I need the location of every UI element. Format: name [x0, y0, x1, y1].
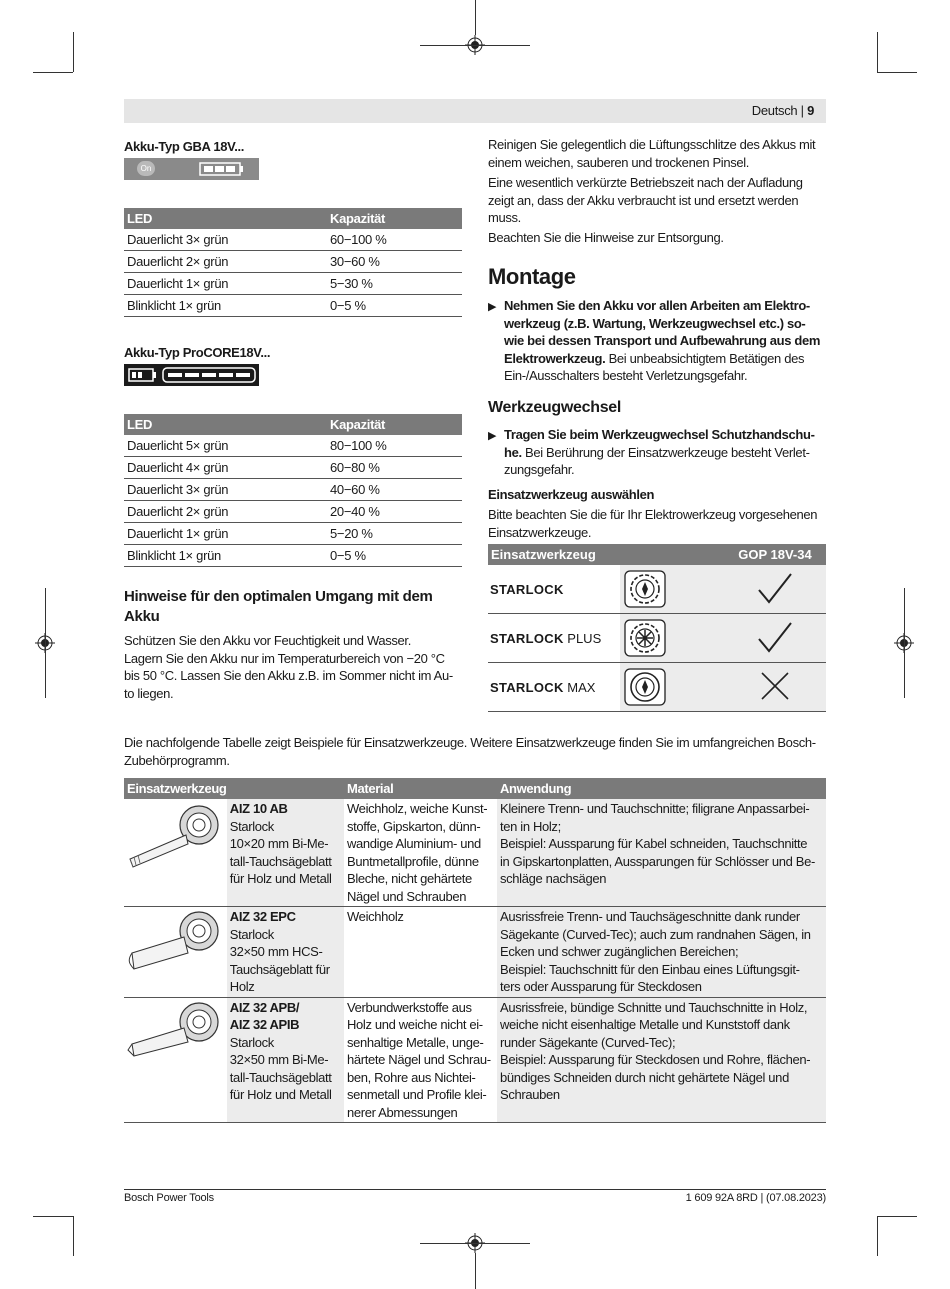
table-row	[124, 523, 462, 545]
starlock-plus-interface-icon	[624, 619, 666, 657]
col-header-tool: Einsatzwerkzeug	[488, 544, 724, 565]
footer-rule	[124, 1189, 826, 1190]
led-state: Dauerlicht 3× grün	[124, 479, 327, 501]
col-header-device: GOP 18V-34	[724, 544, 826, 565]
capacity-value: 30−60 %	[327, 251, 462, 273]
cross-icon	[757, 668, 793, 704]
tool-description: AIZ 32 APB/ AIZ 32 APIB Starlock 32×50 mm Bi-Me- tall-Tauchsägeblatt für Holz und Metall	[227, 997, 344, 1123]
table-row	[124, 997, 826, 1123]
table-row	[124, 501, 462, 523]
led-state: Dauerlicht 1× grün	[124, 273, 327, 295]
led-table-procore	[124, 414, 462, 567]
hinweise-text: Schützen Sie den Akku vor Feuchtigkeit und Wasser. Lagern Sie den Akku nur im Temperaturbereich von −20 °C bis 50 °C. Lassen Sie den Akku z.B. im Sommer nicht im Au- to liegen.	[124, 633, 453, 701]
material-cell: Verbundwerkstoffe aus Holz und weiche nicht ei- senhaltige Metalle, unge- härtete Nägel und Schrau- ben, Rohre aus Nichtei- senmetall und Profile klei- nerer Abmessungen	[344, 997, 497, 1123]
table-row	[124, 295, 462, 317]
col-header-capacity: Kapazität	[327, 414, 462, 435]
starlock-max-interface-icon	[624, 668, 666, 706]
starlock-max-logo: STARLOCK MAX	[488, 663, 620, 712]
hinweise-heading: Hinweise für den optimalen Umgang mit dem Akku	[124, 588, 433, 625]
capacity-value: 60−80 %	[327, 457, 462, 479]
led-state: Blinklicht 1× grün	[124, 295, 327, 317]
tool-description: AIZ 10 AB Starlock 10×20 mm Bi-Me- tall-Tauchsägeblatt für Holz und Metall	[227, 799, 344, 907]
crop-mark	[475, 0, 476, 35]
capacity-value: 20−40 %	[327, 501, 462, 523]
table-row	[124, 435, 462, 457]
led-state: Dauerlicht 2× grün	[124, 501, 327, 523]
col-header-material: Material	[344, 778, 497, 799]
montage-warning: Nehmen Sie den Akku vor allen Arbeiten am Elektro- werkzeug (z.B. Wartung, Werkzeugwechsel etc.) so- wie bei dessen Transport und Aufbewahrung aus dem Elektrowerkzeug. Bei unbeabsichtigtem Betätigen des Ein-/Ausschalters besteht Verletzungsgefahr.	[504, 298, 821, 383]
crop-mark	[420, 45, 530, 46]
gba-title: Akku-Typ GBA 18V...	[124, 139, 245, 154]
crop-mark	[420, 1243, 530, 1244]
battery-icon	[128, 368, 158, 382]
interface-cell	[620, 614, 724, 663]
accessory-examples-table	[124, 778, 826, 1123]
col-header-led: LED	[124, 414, 327, 435]
table-row	[124, 251, 462, 273]
table-row	[124, 479, 462, 501]
saw-blade-icon	[124, 907, 224, 977]
table-row	[124, 229, 462, 251]
crop-mark	[45, 588, 46, 698]
capacity-value: 80−100 %	[327, 435, 462, 457]
crop-mark	[877, 32, 878, 72]
examples-intro: Die nachfolgende Tabelle zeigt Beispiele für Einsatzwerkzeuge. Weitere Einsatzwerkzeuge finden Sie im umfangreichen Bosch- Zubehörprogramm.	[124, 735, 816, 768]
capacity-value: 40−60 %	[327, 479, 462, 501]
table-row	[124, 799, 826, 907]
table-row	[488, 614, 826, 663]
led-state: Dauerlicht 2× grün	[124, 251, 327, 273]
starlock-logo: STARLOCK	[488, 565, 620, 614]
capacity-value: 0−5 %	[327, 295, 462, 317]
capacity-value: 60−100 %	[327, 229, 462, 251]
capacity-value: 5−20 %	[327, 523, 462, 545]
crop-mark	[33, 72, 73, 73]
page-header	[124, 99, 826, 123]
col-header-led: LED	[124, 208, 327, 229]
table-row	[488, 663, 826, 712]
col-header-application: Anwendung	[497, 778, 826, 799]
einsatz-heading: Einsatzwerkzeug auswählen	[488, 487, 655, 502]
col-header-capacity: Kapazität	[327, 208, 462, 229]
saw-blade-icon	[124, 799, 224, 875]
tool-image-cell	[124, 799, 227, 907]
page-number: 9	[807, 103, 814, 118]
battery-level-icon	[199, 162, 245, 176]
saw-blade-icon	[124, 998, 224, 1068]
bullet-arrow-icon: ▶	[488, 430, 497, 442]
crop-mark	[877, 1216, 878, 1256]
runtime-paragraph: Eine wesentlich verkürzte Betriebszeit nach der Aufladung zeigt an, dass der Akku verbraucht ist und ersetzt werden muss.	[488, 175, 803, 225]
starlock-plus-logo: STARLOCK PLUS	[488, 614, 620, 663]
crop-mark	[73, 32, 74, 72]
crop-mark	[877, 72, 917, 73]
table-row	[124, 907, 826, 998]
starlock-interface-icon	[624, 570, 666, 608]
led-state: Dauerlicht 4× grün	[124, 457, 327, 479]
werkzeugwechsel-warning: Tragen Sie beim Werkzeugwechsel Schutzhandschu- he. Bei Berührung der Einsatzwerkzeuge besteht Verlet- zungsgefahr.	[504, 427, 815, 477]
crop-mark	[475, 1253, 476, 1289]
montage-heading: Montage	[488, 264, 576, 289]
crop-mark	[904, 588, 905, 698]
table-row	[488, 565, 826, 614]
starlock-compatibility-table	[488, 544, 826, 712]
table-row	[124, 457, 462, 479]
led-state: Dauerlicht 5× grün	[124, 435, 327, 457]
tool-image-cell	[124, 997, 227, 1123]
material-cell: Weichholz, weiche Kunst- stoffe, Gipskarton, dünn- wandige Aluminium- und Buntmetallprofile, dünne Bleche, nicht gehärtete Nägel und Schrauben	[344, 799, 497, 907]
col-header-tool: Einsatzwerkzeug	[124, 778, 344, 799]
footer-doc-number: 1 609 92A 8RD | (07.08.2023)	[685, 1192, 826, 1204]
bullet-arrow-icon: ▶	[488, 301, 497, 313]
einsatz-text: Bitte beachten Sie die für Ihr Elektrowerkzeug vorgesehenen Einsatzwerkzeuge.	[488, 507, 818, 540]
battery-level-icon	[162, 367, 256, 383]
application-cell: Ausrissfreie Trenn- und Tauchsägeschnitte dank runder Sägekante (Curved-Tec); auch zum randnahen Sägen, in Ecken und schwer zugänglichen Bereichen; Beispiel: Tauchschnitt für den Einbau eines Lüftungsgit- ters oder Aussparung für Steckdosen	[497, 907, 826, 998]
compatible-cell	[724, 565, 826, 614]
application-cell: Kleinere Trenn- und Tauchschnitte; filigrane Anpassarbei- ten in Holz; Beispiel: Aussparung für Kabel schneiden, Tauchschnitte in Gipskartonplatten, Aussparungen für Schlösser und Be- schläge nachsägen	[497, 799, 826, 907]
crop-mark	[73, 1216, 74, 1256]
led-state: Blinklicht 1× grün	[124, 545, 327, 567]
capacity-value: 0−5 %	[327, 545, 462, 567]
tool-image-cell	[124, 907, 227, 998]
disposal-note: Beachten Sie die Hinweise zur Entsorgung.	[488, 230, 724, 245]
crop-mark	[877, 1216, 917, 1217]
cleaning-paragraph: Reinigen Sie gelegentlich die Lüftungsschlitze des Akkus mit einem weichen, sauberen und trockenen Pinsel.	[488, 137, 816, 170]
incompatible-cell	[724, 663, 826, 712]
procore-title: Akku-Typ ProCORE18V...	[124, 345, 271, 360]
table-row	[124, 545, 462, 567]
header-label: Deutsch | 9	[751, 103, 814, 118]
checkmark-icon	[755, 570, 795, 606]
footer-brand: Bosch Power Tools	[124, 1192, 214, 1204]
led-state: Dauerlicht 1× grün	[124, 523, 327, 545]
table-row	[124, 273, 462, 295]
procore-battery-indicator	[124, 364, 259, 386]
material-cell: Weichholz	[344, 907, 497, 998]
gba-battery-indicator	[124, 158, 259, 180]
on-button-icon: On	[137, 161, 155, 176]
application-cell: Ausrissfreie, bündige Schnitte und Tauchschnitte in Holz, weiche nicht eisenhaltige Metalle und Kunststoff dank runder Sägekante (Curved-Tec); Beispiel: Aussparung für Steckdosen und Rohre, flächen- bündiges Schneiden durch nicht gehärtete Nägel und Schrauben	[497, 997, 826, 1123]
werkzeugwechsel-heading: Werkzeugwechsel	[488, 399, 622, 416]
crop-mark	[33, 1216, 73, 1217]
capacity-value: 5−30 %	[327, 273, 462, 295]
led-table-gba	[124, 208, 462, 317]
interface-cell	[620, 663, 724, 712]
led-state: Dauerlicht 3× grün	[124, 229, 327, 251]
compatible-cell	[724, 614, 826, 663]
interface-cell	[620, 565, 724, 614]
tool-description: AIZ 32 EPC Starlock 32×50 mm HCS- Tauchsägeblatt für Holz	[227, 907, 344, 998]
header-language: Deutsch	[751, 103, 798, 118]
checkmark-icon	[755, 619, 795, 655]
